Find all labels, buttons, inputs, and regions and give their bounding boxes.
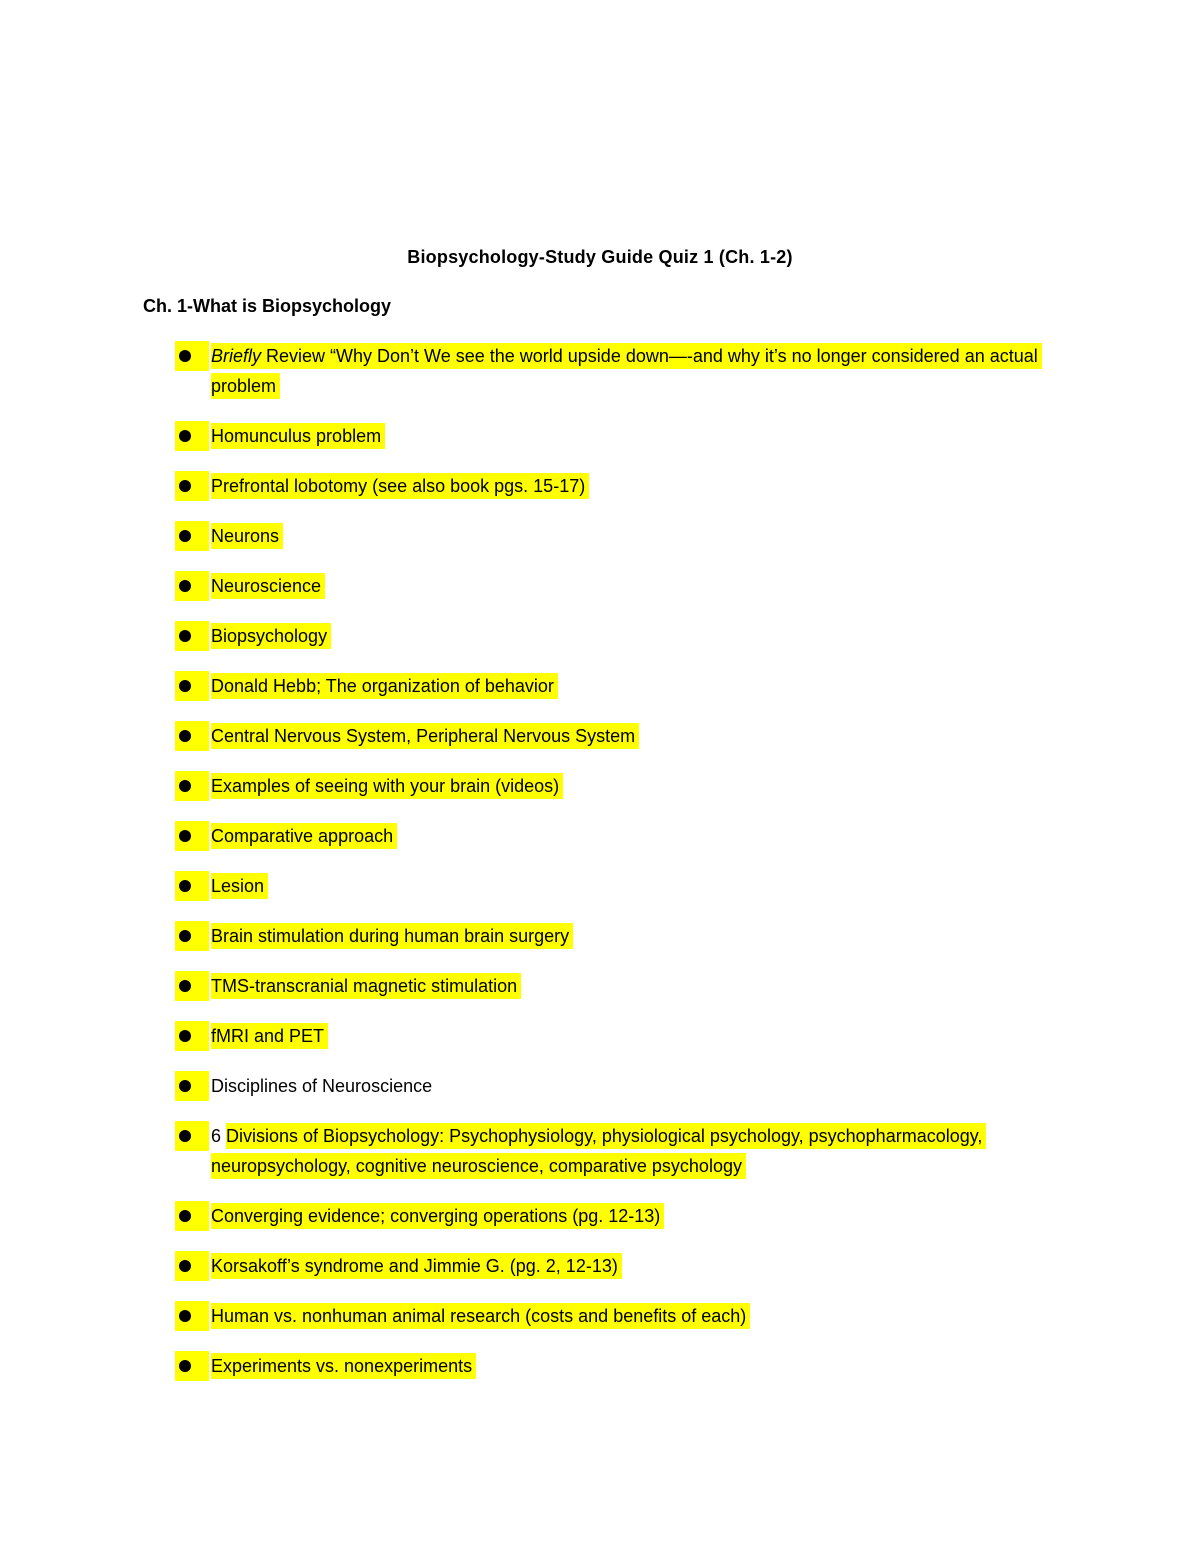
list-item-label: Human vs. nonhuman animal research (costs and benefits of each) bbox=[211, 1303, 750, 1329]
list-item bbox=[0, 1251, 1200, 1281]
list-item bbox=[0, 571, 1200, 601]
list-item-label: Comparative approach bbox=[211, 823, 397, 849]
bullet-icon bbox=[175, 1121, 209, 1151]
bullet-icon bbox=[175, 521, 209, 551]
list-item-label: Examples of seeing with your brain (videos) bbox=[211, 773, 563, 799]
list-item-label: fMRI and PET bbox=[211, 1023, 328, 1049]
list-item-label: Disciplines of Neuroscience bbox=[211, 1076, 433, 1096]
list-item bbox=[0, 621, 1200, 651]
bullet-icon bbox=[175, 471, 209, 501]
list-item bbox=[0, 771, 1200, 801]
list-item-label: Converging evidence; converging operations (pg. 12-13) bbox=[211, 1203, 664, 1229]
page-title: Biopsychology-Study Guide Quiz 1 (Ch. 1-2) bbox=[407, 247, 793, 267]
bullet-icon bbox=[175, 871, 209, 901]
list-item bbox=[0, 1201, 1200, 1231]
list-item-plain-prefix: 6 bbox=[211, 1126, 227, 1146]
list-item bbox=[0, 921, 1200, 951]
bullet-icon bbox=[175, 341, 209, 371]
list-item bbox=[0, 871, 1200, 901]
list-item bbox=[0, 1121, 1200, 1181]
list-item bbox=[0, 821, 1200, 851]
list-item-label: Experiments vs. nonexperiments bbox=[211, 1353, 476, 1379]
bullet-icon bbox=[175, 421, 209, 451]
topic-list bbox=[0, 341, 1200, 1401]
list-item-label: Homunculus problem bbox=[211, 423, 385, 449]
list-item-label: Biopsychology bbox=[211, 623, 331, 649]
list-item bbox=[0, 1021, 1200, 1051]
bullet-icon bbox=[175, 971, 209, 1001]
section-heading: Ch. 1-What is Biopsychology bbox=[143, 296, 392, 316]
list-item-label: Lesion bbox=[211, 873, 268, 899]
list-item-label: Review “Why Don’t We see the world upside down—-and why it’s no longer considered an actual problem bbox=[211, 346, 1038, 396]
bullet-icon bbox=[175, 1351, 209, 1381]
bullet-icon bbox=[175, 1251, 209, 1281]
bullet-icon bbox=[175, 621, 209, 651]
list-item-label: Divisions of Biopsychology: Psychophysiology, physiological psychology, psychopharmacology, neuropsychology, cognitive neuroscience, comparative psychology bbox=[211, 1123, 986, 1179]
bullet-icon bbox=[175, 1201, 209, 1231]
list-item bbox=[0, 1301, 1200, 1331]
bullet-icon bbox=[175, 571, 209, 601]
list-item-label: Neuroscience bbox=[211, 573, 325, 599]
bullet-icon bbox=[175, 721, 209, 751]
list-item-label: Neurons bbox=[211, 523, 283, 549]
list-item bbox=[0, 521, 1200, 551]
list-item bbox=[0, 971, 1200, 1001]
list-item bbox=[0, 1351, 1200, 1381]
list-item bbox=[0, 1071, 1200, 1101]
bullet-icon bbox=[175, 921, 209, 951]
bullet-icon bbox=[175, 1071, 209, 1101]
list-item-label: Korsakoff’s syndrome and Jimmie G. (pg. 2, 12-13) bbox=[211, 1253, 622, 1279]
bullet-icon bbox=[175, 771, 209, 801]
list-item-label: Donald Hebb; The organization of behavior bbox=[211, 673, 558, 699]
list-item-label: Prefrontal lobotomy (see also book pgs. 15-17) bbox=[211, 473, 589, 499]
bullet-icon bbox=[175, 1301, 209, 1331]
list-item-label: TMS-transcranial magnetic stimulation bbox=[211, 973, 521, 999]
list-item-text bbox=[211, 343, 1042, 399]
list-item bbox=[0, 421, 1200, 451]
list-item-label: Central Nervous System, Peripheral Nervous System bbox=[211, 723, 639, 749]
bullet-icon bbox=[175, 821, 209, 851]
list-item bbox=[0, 721, 1200, 751]
list-item bbox=[0, 341, 1200, 401]
bullet-icon bbox=[175, 671, 209, 701]
bullet-icon bbox=[175, 1021, 209, 1051]
list-item-italic-prefix: Briefly bbox=[211, 346, 262, 366]
list-item bbox=[0, 671, 1200, 701]
list-item-label: Brain stimulation during human brain surgery bbox=[211, 923, 573, 949]
list-item bbox=[0, 471, 1200, 501]
